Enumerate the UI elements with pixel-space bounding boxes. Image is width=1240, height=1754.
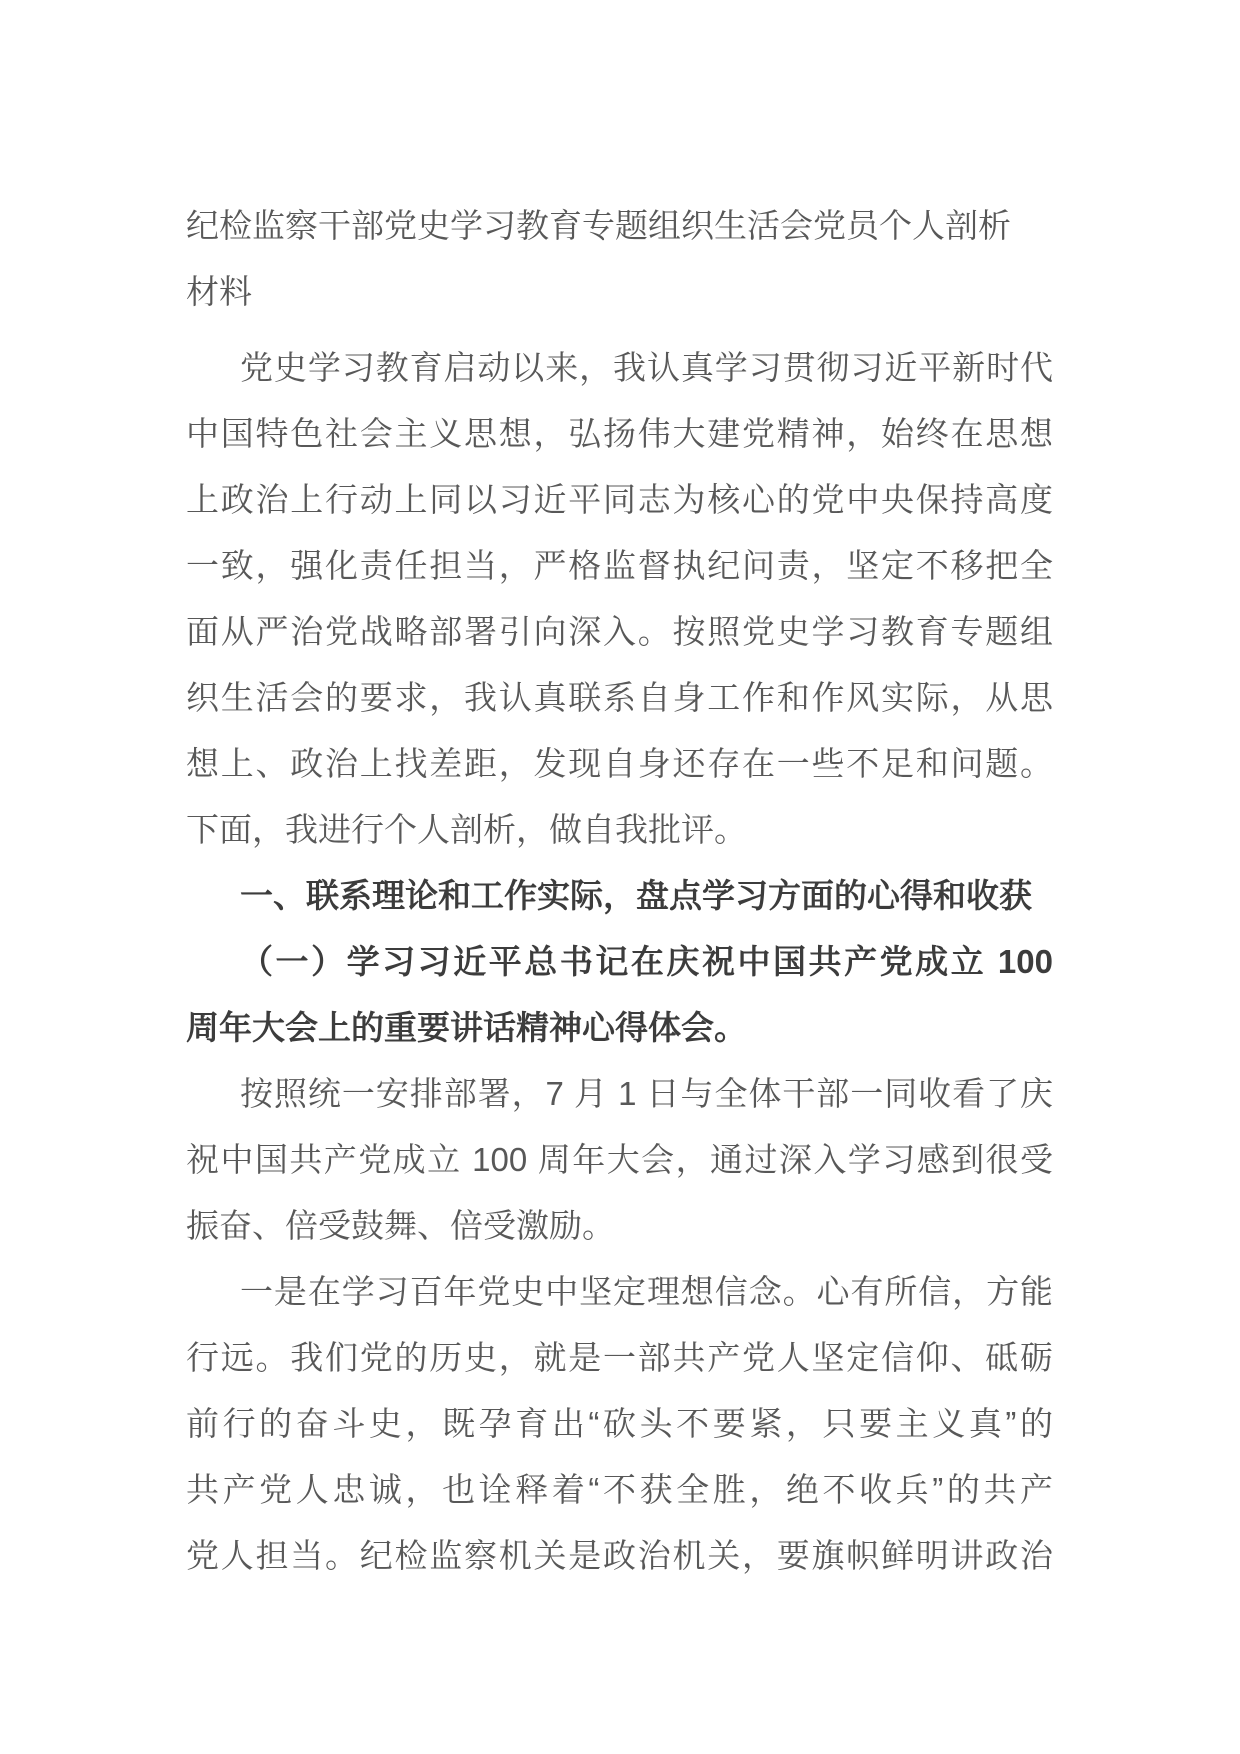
heading-line: （一）学习习近平总书记在庆祝中国共产党成立 100 bbox=[240, 943, 1053, 980]
text-line: 想上、政治上找差距，发现自身还存在一些不足和问题。 bbox=[186, 745, 1053, 782]
section-heading bbox=[186, 929, 1053, 1061]
text-line: 按照统一安排部署，7 月 1 日与全体干部一同收看了庆 bbox=[240, 1075, 1053, 1112]
text-line: 振奋、倍受鼓舞、倍受激励。 bbox=[186, 1207, 615, 1244]
heading-line: 周年大会上的重要讲话精神心得体会。 bbox=[186, 1009, 747, 1046]
text-line: 行远。我们党的历史，就是一部共产党人坚定信仰、砥砺 bbox=[186, 1339, 1053, 1376]
text-line: 党史学习教育启动以来，我认真学习贯彻习近平新时代 bbox=[240, 349, 1053, 386]
text-line: 织生活会的要求，我认真联系自身工作和作风实际，从思 bbox=[186, 679, 1053, 716]
document-content bbox=[186, 193, 1053, 1589]
text-line: 一是在学习百年党史中坚定理想信念。心有所信，方能 bbox=[240, 1273, 1053, 1310]
text-line: 上政治上行动上同以习近平同志为核心的党中央保持高度 bbox=[186, 481, 1053, 518]
text-line: 面从严治党战略部署引向深入。按照党史学习教育专题组 bbox=[186, 613, 1053, 650]
text-line: 下面，我进行个人剖析，做自我批评。 bbox=[186, 811, 747, 848]
document-title bbox=[186, 193, 1053, 325]
section-heading bbox=[186, 863, 1053, 929]
title-line: 材料 bbox=[186, 273, 252, 310]
body-paragraph bbox=[186, 1061, 1053, 1259]
text-line: 祝中国共产党成立 100 周年大会，通过深入学习感到很受 bbox=[186, 1141, 1053, 1178]
text-line: 共产党人忠诚，也诠释着“不获全胜，绝不收兵”的共产 bbox=[186, 1471, 1053, 1508]
body-paragraph bbox=[186, 1259, 1053, 1589]
text-line: 党人担当。纪检监察机关是政治机关，要旗帜鲜明讲政治 bbox=[186, 1537, 1053, 1574]
text-line: 一致，强化责任担当，严格监督执纪问责，坚定不移把全 bbox=[186, 547, 1053, 584]
text-line: 中国特色社会主义思想，弘扬伟大建党精神，始终在思想 bbox=[186, 415, 1053, 452]
text-line: 前行的奋斗史，既孕育出“砍头不要紧，只要主义真”的 bbox=[186, 1405, 1053, 1442]
title-line: 纪检监察干部党史学习教育专题组织生活会党员个人剖析 bbox=[186, 207, 1011, 244]
body-paragraph bbox=[186, 335, 1053, 863]
heading-line: 一、联系理论和工作实际，盘点学习方面的心得和收获 bbox=[240, 877, 1032, 914]
